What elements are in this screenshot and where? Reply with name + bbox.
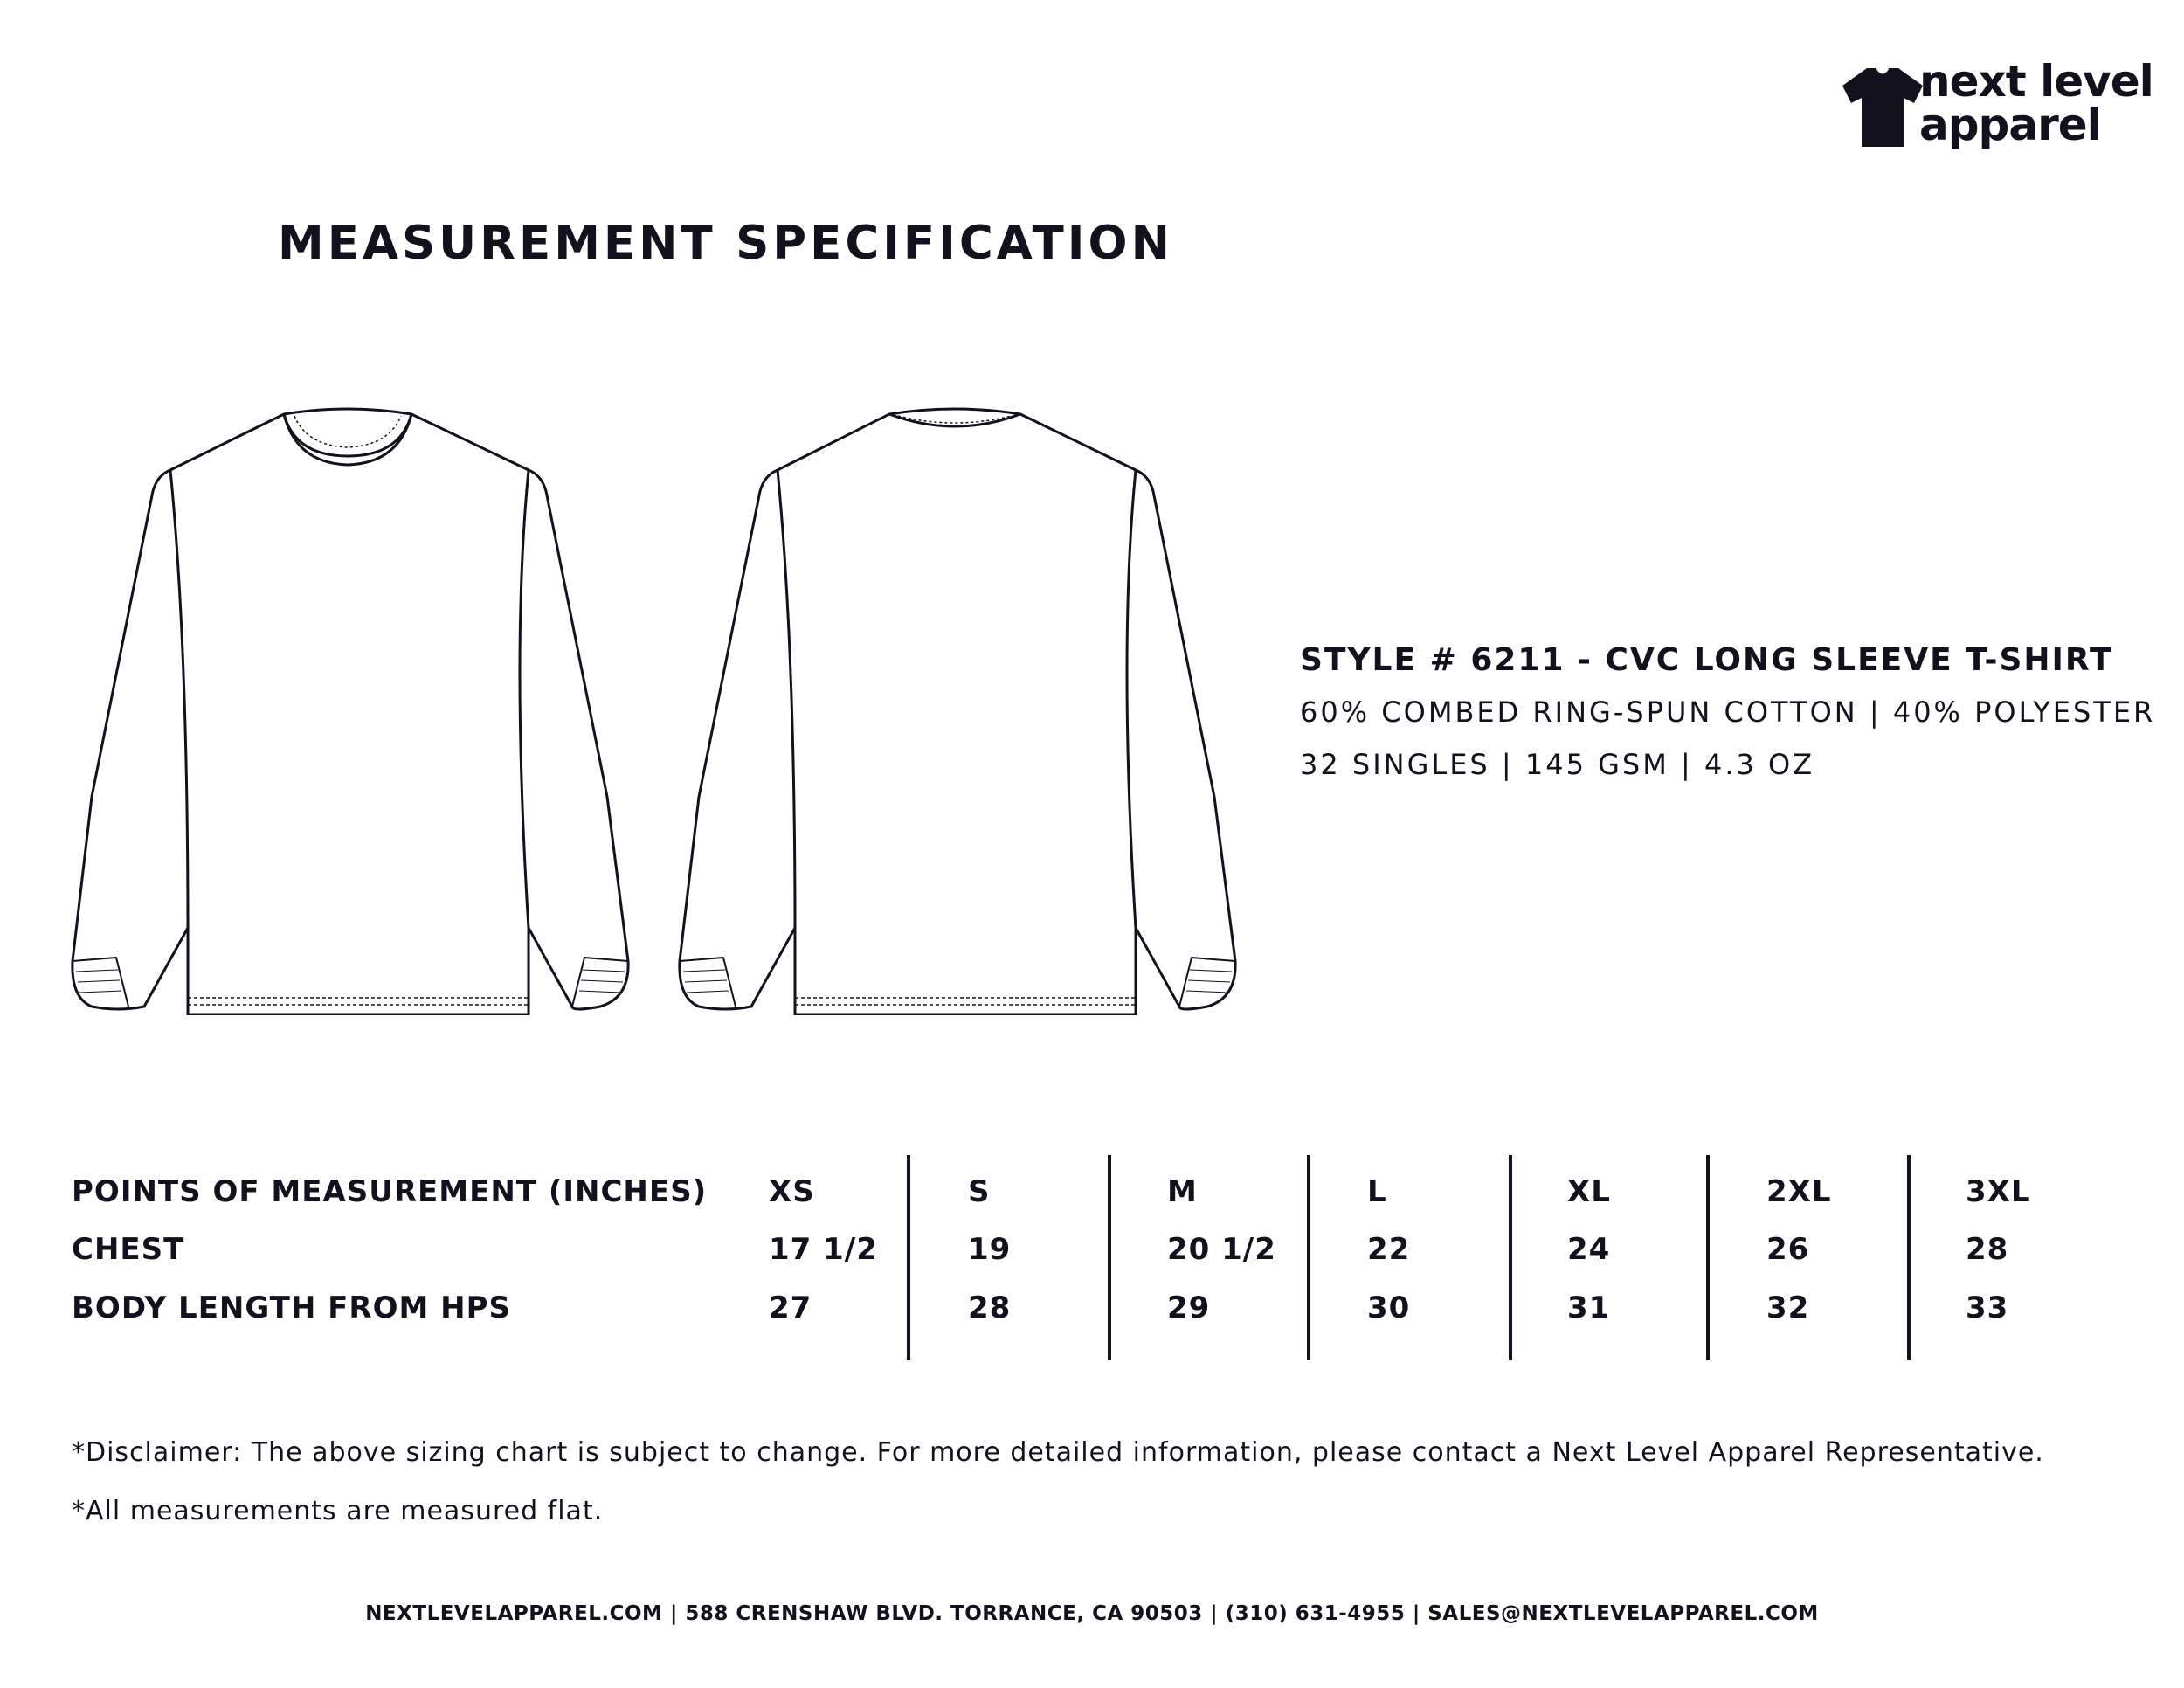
chest-l: 22 — [1367, 1232, 1411, 1267]
column-divider — [1108, 1155, 1111, 1360]
row-label-body-length: BODY LENGTH FROM HPS — [72, 1290, 512, 1325]
disclaimer-note: *Disclaimer: The above sizing chart is subject to change. For more detailed information, please contact a Next Level Apparel Representative. — [72, 1437, 2044, 1468]
size-header-m: M — [1167, 1174, 1198, 1209]
contact-footer: NEXTLEVELAPPAREL.COM | 588 CRENSHAW BLVD. TORRANCE, CA 90503 | (310) 631-4955 | SALES@NEXTLEVELAPPAREL.COM — [365, 1602, 1819, 1625]
chest-xs: 17 1/2 — [769, 1232, 878, 1267]
table-header-label: POINTS OF MEASUREMENT (INCHES) — [72, 1174, 708, 1209]
chest-2xl: 26 — [1766, 1232, 1810, 1267]
brand-logo — [1839, 56, 2153, 156]
size-header-2xl: 2XL — [1766, 1174, 1832, 1209]
size-header-xl: XL — [1567, 1174, 1611, 1209]
size-header-xs: XS — [769, 1174, 815, 1209]
body-length-m: 29 — [1167, 1290, 1211, 1325]
chest-m: 20 1/2 — [1167, 1232, 1276, 1267]
page-title: MEASUREMENT SPECIFICATION — [278, 217, 1173, 270]
style-title: STYLE # 6211 - CVC LONG SLEEVE T-SHIRT — [1300, 642, 2113, 678]
column-divider — [907, 1155, 910, 1360]
size-header-l: L — [1367, 1174, 1387, 1209]
body-length-s: 28 — [968, 1290, 1012, 1325]
front-garment-sketch — [66, 404, 668, 1015]
tshirt-logo-icon — [1839, 63, 1926, 150]
measured-flat-note: *All measurements are measured flat. — [72, 1496, 604, 1526]
chest-3xl: 28 — [1966, 1232, 2009, 1267]
body-length-2xl: 32 — [1766, 1290, 1810, 1325]
column-divider — [1706, 1155, 1710, 1360]
row-label-chest: CHEST — [72, 1232, 185, 1267]
fabric-composition: 60% COMBED RING-SPUN COTTON | 40% POLYESTER — [1300, 695, 2156, 729]
column-divider — [1509, 1155, 1512, 1360]
brand-name-line1: next level — [1919, 56, 2153, 107]
size-header-3xl: 3XL — [1966, 1174, 2031, 1209]
style-info — [1300, 642, 2155, 781]
size-table — [0, 1155, 2184, 1365]
body-length-xs: 27 — [769, 1290, 812, 1325]
brand-name-line2: apparel — [1919, 100, 2101, 150]
column-divider — [1307, 1155, 1310, 1360]
chest-xl: 24 — [1567, 1232, 1611, 1267]
column-divider — [1907, 1155, 1911, 1360]
body-length-3xl: 33 — [1966, 1290, 2009, 1325]
fabric-weight: 32 SINGLES | 145 GSM | 4.3 OZ — [1300, 748, 1815, 781]
brand-wordmark — [1919, 56, 2153, 150]
back-garment-sketch — [673, 404, 1275, 1015]
size-header-s: S — [968, 1174, 991, 1209]
body-length-xl: 31 — [1567, 1290, 1611, 1325]
body-length-l: 30 — [1367, 1290, 1411, 1325]
chest-s: 19 — [968, 1232, 1012, 1267]
